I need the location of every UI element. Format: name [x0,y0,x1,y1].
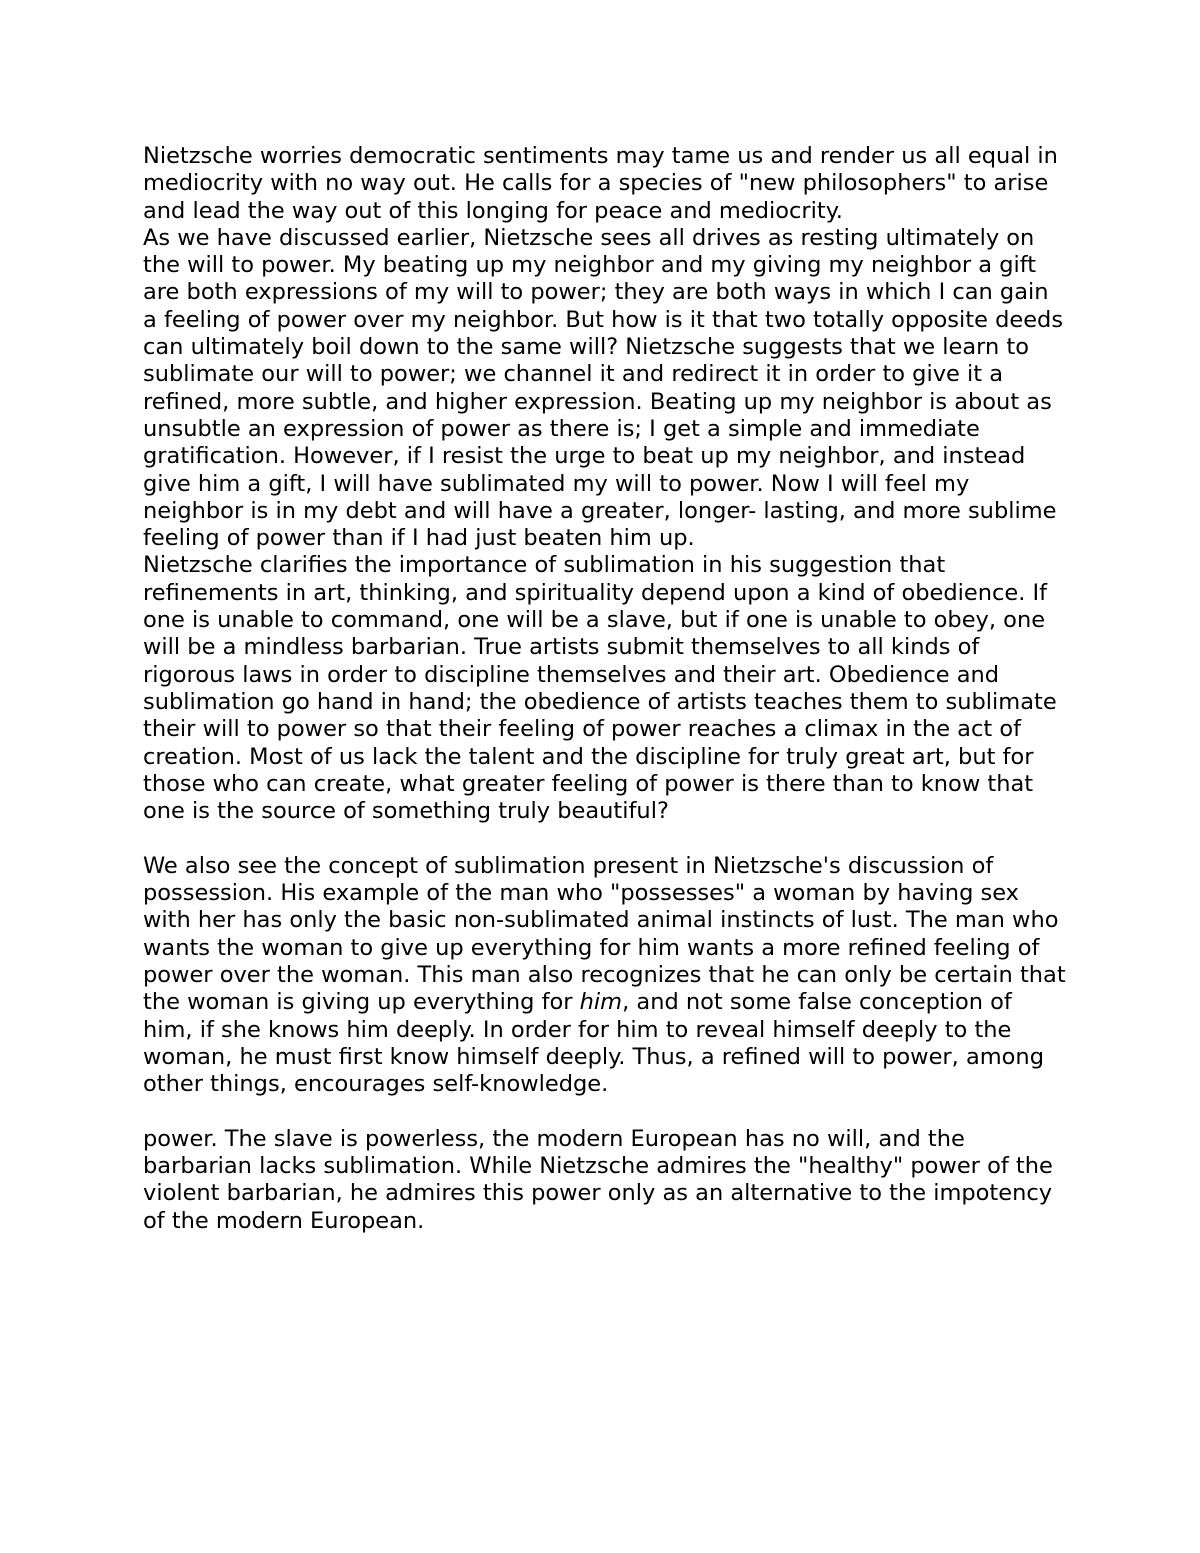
paragraph-possession-emphasis: him [579,989,623,1016]
paragraph-possession-text-before: We also see the concept of sublimation present in Nietzsche's discussion of possession. His example of the man who "possesses" a woman by having sex with her has only the basic non-sublimated animal instincts of lust. The man who wants the woman to give up everything for him wants a more refined feeling of power over the woman. This man also recognizes that he can only be certain that the woman is giving up everything for [143,852,1073,1016]
paragraph-democratic-sentiments: Nietzsche worries democratic sentiments may tame us and render us all equal in mediocrity with no way out. He calls for a species of "new philosophers" to arise and lead the way out of this longing for peace and mediocrity. [143,143,1066,224]
paragraph-possession [143,852,1073,1099]
document-body [143,143,1073,1235]
paragraph-sublimation-art: Nietzsche clarifies the importance of sublimation in his suggestion that refinements in art, thinking, and spirituality depend upon a kind of obedience. If one is unable to command, one will be a slave, but if one is unable to obey, one will be a mindless barbarian. True artists submit themselves to all kinds of rigorous laws in order to discipline themselves and their art. Obedience and sublimation go hand in hand; the obedience of artists teaches them to sublimate their will to power so that their feeling of power reaches a climax in the act of creation. Most of us lack the talent and the discipline for truly great art, but for those who can create, what greater feeling of power is there than to know that one is the source of something truly beautiful? [143,552,1064,825]
paragraph-slave-barbarian: power. The slave is powerless, the modern European has no will, and the barbarian lacks sublimation. While Nietzsche admires the "healthy" power of the violent barbarian, he admires this power only as an alternative to the impotency of the modern European. [143,1125,1060,1234]
paragraph-possession-text-after: , and not some false conception of him, if she knows him deeply. In order for him to reveal himself deeply to the woman, he must first know himself deeply. Thus, a refined will to power, among other things, encourages self-knowledge. [143,989,1052,1098]
paragraph-will-to-power: As we have discussed earlier, Nietzsche sees all drives as resting ultimately on the will to power. My beating up my neighbor and my giving my neighbor a gift are both expressions of my will to power; they are both ways in which I can gain a feeling of power over my neighbor. But how is it that two totally opposite deeds can ultimately boil down to the same will? Nietzsche suggests that we learn to sublimate our will to power; we channel it and redirect it in order to give it a refined, more subtle, and higher expression. Beating up my neighbor is about as unsubtle an expression of power as there is; I get a simple and immediate gratification. However, if I resist the urge to beat up my neighbor, and instead give him a gift, I will have sublimated my will to power. Now I will feel my neighbor is in my debt and will have a greater, longer- lasting, and more sublime feeling of power than if I had just beaten him up. [143,224,1071,552]
paragraph-gap [143,1098,1068,1125]
paragraph-gap [143,825,1068,852]
